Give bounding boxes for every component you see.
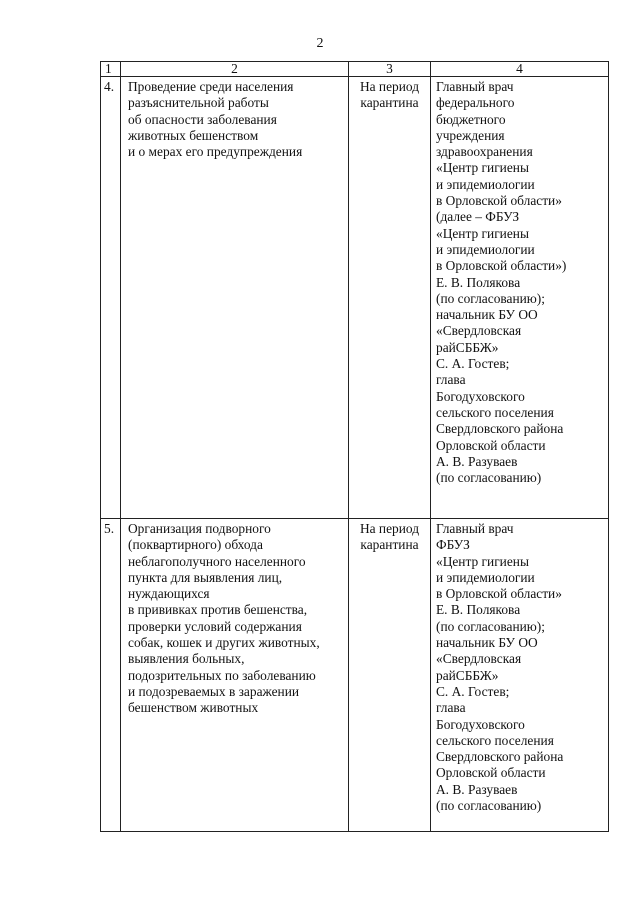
responsible-persons: Главный врач ФБУЗ «Центр гигиены и эпидемиологии в Орловской области» Е. В. Полякова (по согласованию); начальник БУ ОО «Свердловская райСББЖ» С. А. Гостев; глава Богодуховского сельского поселения Свердловского района Орловской области А. В. Разуваев (по согласованию) — [431, 519, 609, 832]
activity-period: На период карантина — [349, 519, 431, 832]
column-header-1: 1 — [101, 62, 121, 77]
row-number: 5. — [101, 519, 121, 832]
table-row — [101, 77, 609, 519]
activity-period: На период карантина — [349, 77, 431, 519]
table-row — [101, 519, 609, 832]
activity-description: Проведение среди населения разъяснительной работы об опасности заболевания животных бешенством и о мерах его предупреждения — [121, 77, 349, 519]
responsible-persons: Главный врач федерального бюджетного учреждения здравоохранения «Центр гигиены и эпидемиологии в Орловской области» (далее – ФБУЗ «Центр гигиены и эпидемиологии в Орловской области») Е. В. Полякова (по согласованию); начальник БУ ОО «Свердловская райСББЖ» С. А. Гостев; глава Богодуховского сельского поселения Свердловского района Орловской области А. В. Разуваев (по согласованию) — [431, 77, 609, 519]
column-header-4: 4 — [431, 62, 609, 77]
column-header-3: 3 — [349, 62, 431, 77]
row-number: 4. — [101, 77, 121, 519]
measures-table — [100, 61, 609, 832]
activity-description: Организация подворного (поквартирного) обхода неблагополучного населенного пункта для выявления лиц, нуждающихся в прививках против бешенства, проверки условий содержания собак, кошек и других животных, выявления больных, подозрительных по заболеванию и подозреваемых в заражении бешенством животных — [121, 519, 349, 832]
column-header-2: 2 — [121, 62, 349, 77]
page-number: 2 — [316, 36, 324, 51]
table-header-row — [101, 62, 609, 77]
